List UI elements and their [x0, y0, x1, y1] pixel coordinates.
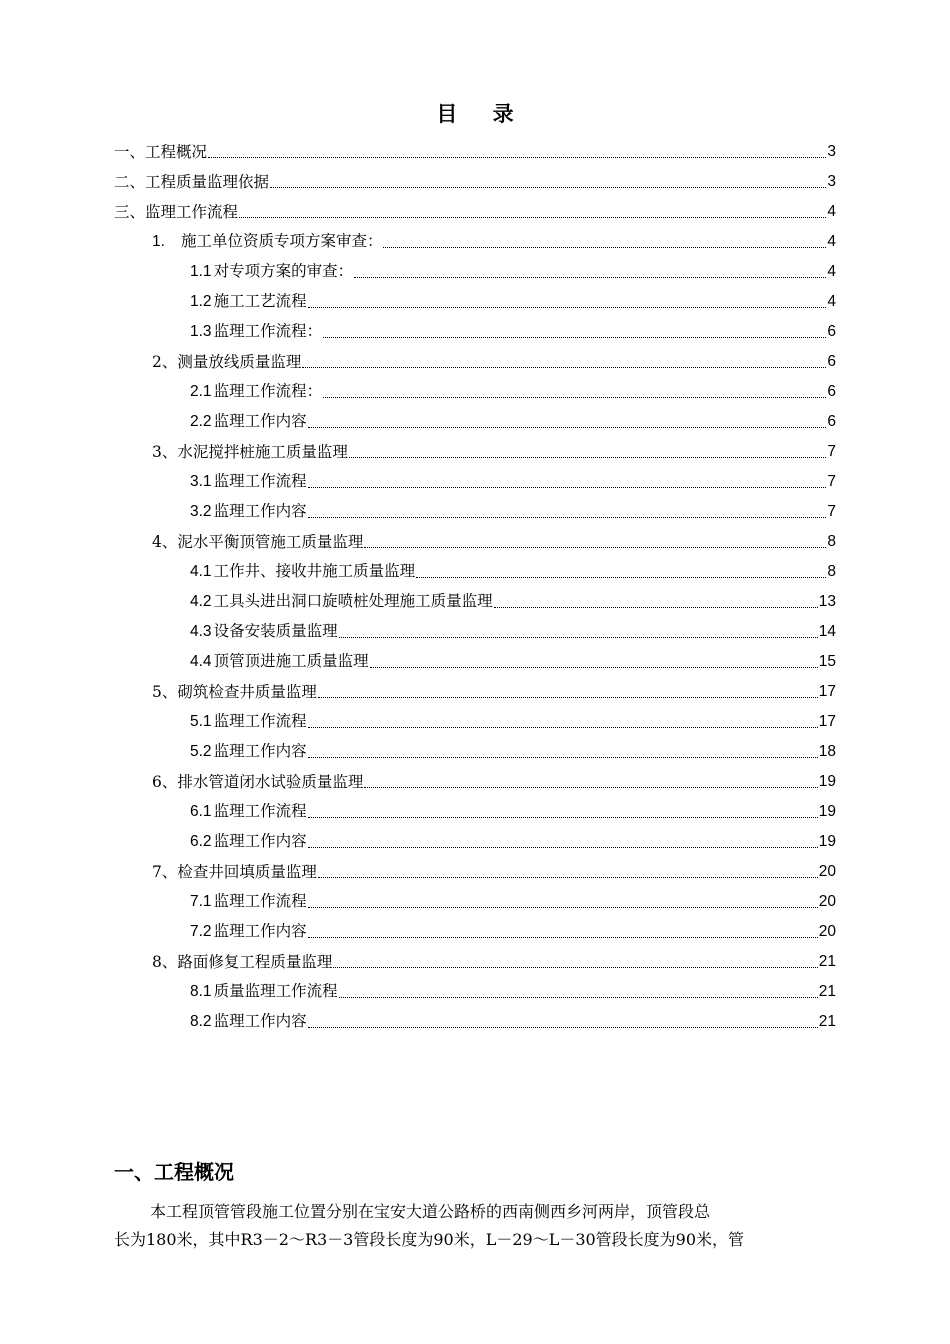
- toc-page-number: 3: [827, 173, 836, 190]
- toc-dot-leader: [383, 247, 826, 248]
- toc-page-number: 20: [818, 923, 836, 940]
- toc-entry-label: [190, 620, 338, 643]
- toc-title: 目 录: [436, 101, 528, 126]
- toc-entry-label: [114, 141, 207, 163]
- toc-entry-number: 1.: [152, 233, 165, 250]
- toc-entry-label: [190, 380, 322, 403]
- toc-entry-text: 工具头进出洞口旋喷桩处理施工质量监理: [213, 592, 493, 610]
- toc-dot-leader: [308, 847, 818, 848]
- toc-entry-label: [190, 650, 369, 673]
- toc-entry-label: [152, 531, 363, 553]
- toc-entry-text: 监理工作流程: [213, 472, 307, 490]
- toc-entry-number: 7.2: [190, 923, 212, 940]
- toc-entry-text: 顶管顶进施工质量监理: [213, 652, 369, 670]
- toc-dot-leader: [308, 487, 827, 488]
- toc-entry-number: 3.2: [190, 503, 212, 520]
- toc-entry[interactable]: [190, 381, 836, 403]
- toc-entry-label: [152, 951, 332, 973]
- toc-entry-number: 4.3: [190, 623, 212, 640]
- toc-entry-label: [190, 560, 415, 583]
- toc-dot-leader: [308, 727, 818, 728]
- toc-page-number: 8: [827, 563, 836, 580]
- toc-dot-leader: [308, 817, 818, 818]
- toc-entry[interactable]: [190, 1011, 836, 1033]
- toc-entry-text: 监理工作内容: [213, 412, 307, 430]
- toc-entry-number: 2.1: [190, 383, 212, 400]
- toc-dot-leader: [239, 217, 826, 218]
- toc-entry-text: 对专项方案的审查：: [213, 262, 354, 280]
- toc-entry-text: 监理工作内容: [213, 1012, 307, 1030]
- toc-entry-label: [152, 681, 317, 703]
- section-heading-overview: 一、工程概况: [114, 1160, 234, 1184]
- toc-entry[interactable]: [152, 861, 836, 883]
- toc-entry-text: 监理工作流程: [213, 802, 307, 820]
- toc-entry[interactable]: [190, 921, 836, 943]
- toc-dot-leader: [494, 607, 818, 608]
- toc-page-number: 3: [827, 143, 836, 160]
- toc-dot-leader: [333, 967, 817, 968]
- toc-entry-number: 8.2: [190, 1013, 212, 1030]
- toc-entry-label: [190, 320, 322, 343]
- toc-entry[interactable]: [190, 321, 836, 343]
- toc-dot-leader: [308, 907, 818, 908]
- toc-entry-label: [190, 590, 493, 613]
- toc-page-number: 20: [818, 863, 836, 880]
- toc-dot-leader: [323, 397, 826, 398]
- toc-entry[interactable]: [190, 501, 836, 523]
- toc-page-number: 21: [818, 1013, 836, 1030]
- toc-entry-text: 监理工作流程：: [213, 322, 323, 340]
- toc-entry-number: 4.4: [190, 653, 212, 670]
- toc-entry[interactable]: [114, 171, 836, 193]
- body-text-line: 长为180米，其中R3－2～R3－3管段长度为90米，L－29～L－30管段长度为90米，管: [114, 1230, 745, 1249]
- toc-dot-leader: [416, 577, 826, 578]
- toc-dot-leader: [339, 637, 818, 638]
- toc-page-number: 15: [818, 653, 836, 670]
- toc-entry[interactable]: [190, 891, 836, 913]
- toc-entry[interactable]: [190, 291, 836, 313]
- toc-entry-label: [152, 861, 317, 883]
- toc-entry-label: [190, 830, 307, 853]
- toc-entry-label: [114, 201, 238, 223]
- toc-entry[interactable]: [114, 201, 836, 223]
- toc-entry[interactable]: [190, 591, 836, 613]
- toc-page-number: 19: [818, 803, 836, 820]
- toc-entry-text: 施工工艺流程: [213, 292, 307, 310]
- toc-entry-text: 监理工作内容: [213, 502, 307, 520]
- toc-dot-leader: [308, 937, 818, 938]
- toc-page-number: 18: [818, 743, 836, 760]
- toc-entry-text: 4、泥水平衡顶管施工质量监理: [152, 533, 364, 551]
- toc-dot-leader: [308, 517, 827, 518]
- toc-page-number: 21: [818, 983, 836, 1000]
- toc-dot-leader: [308, 1027, 818, 1028]
- body-text-line: 本工程顶管管段施工位置分别在宝安大道公路桥的西南侧西乡河两岸，顶管段总: [150, 1202, 711, 1221]
- toc-entry-text: 监理工作内容: [213, 832, 307, 850]
- toc-entry-label: [190, 260, 353, 283]
- toc-entry[interactable]: [190, 261, 836, 283]
- toc-entry-label: [190, 710, 307, 733]
- toc-entry-number: 8.1: [190, 983, 212, 1000]
- toc-entry-number: 7.1: [190, 893, 212, 910]
- toc-entry-label: [190, 920, 307, 943]
- toc-page-number: 4: [827, 233, 836, 250]
- toc-entry[interactable]: [114, 141, 836, 163]
- toc-page-number: 7: [827, 443, 836, 460]
- toc-page-number: 14: [818, 623, 836, 640]
- toc-entry-label: [190, 410, 307, 433]
- toc-dot-leader: [370, 667, 818, 668]
- toc-entry-label: [152, 351, 301, 373]
- toc-entry[interactable]: [190, 651, 836, 673]
- toc-entry-label: [190, 1010, 307, 1033]
- toc-entry-number: 6.1: [190, 803, 212, 820]
- toc-entry-label: [152, 230, 382, 253]
- toc-dot-leader: [354, 277, 826, 278]
- toc-page-number: 6: [827, 383, 836, 400]
- toc-entry-number: 1.1: [190, 263, 212, 280]
- toc-entry[interactable]: [152, 231, 836, 253]
- toc-page-number: 19: [818, 833, 836, 850]
- toc-entry-number: 4.2: [190, 593, 212, 610]
- toc-dot-leader: [318, 697, 818, 698]
- toc-entry-label: [152, 771, 363, 793]
- toc-entry-text: 设备安装质量监理: [213, 622, 338, 640]
- toc-entry-text: 一、工程概况: [114, 143, 208, 161]
- toc-entry[interactable]: [190, 411, 836, 433]
- toc-entry-number: 1.3: [190, 323, 212, 340]
- toc-page-number: 20: [818, 893, 836, 910]
- toc-entry-text: 6、排水管道闭水试验质量监理: [152, 773, 364, 791]
- toc-entry[interactable]: [190, 801, 836, 823]
- toc-entry[interactable]: [190, 621, 836, 643]
- toc-entry[interactable]: [152, 351, 836, 373]
- toc-page-number: 17: [818, 683, 836, 700]
- toc-dot-leader: [339, 997, 818, 998]
- toc-entry[interactable]: [190, 711, 836, 733]
- toc-entry[interactable]: [152, 681, 836, 703]
- toc-dot-leader: [308, 427, 827, 428]
- toc-dot-leader: [318, 877, 818, 878]
- toc-entry-text: 8、路面修复工程质量监理: [152, 953, 333, 971]
- toc-page-number: 6: [827, 353, 836, 370]
- toc-entry[interactable]: [152, 771, 836, 793]
- toc-dot-leader: [349, 457, 827, 458]
- toc-entry-number: 4.1: [190, 563, 212, 580]
- toc-entry-text: 7、检查井回填质量监理: [152, 863, 317, 881]
- toc-page-number: 6: [827, 413, 836, 430]
- toc-dot-leader: [308, 757, 818, 758]
- toc-entry-text: 三、监理工作流程: [114, 203, 239, 221]
- toc-page-number: 6: [827, 323, 836, 340]
- toc-page-number: 8: [827, 533, 836, 550]
- toc-page-number: 7: [827, 473, 836, 490]
- toc-dot-leader: [308, 307, 827, 308]
- toc-page-number: 17: [818, 713, 836, 730]
- toc-dot-leader: [270, 187, 826, 188]
- toc-entry-label: [190, 980, 338, 1003]
- toc-entry-text: 5、砌筑检查井质量监理: [152, 683, 317, 701]
- toc-entry-label: [190, 800, 307, 823]
- toc-dot-leader: [364, 547, 826, 548]
- toc-page-number: 19: [818, 773, 836, 790]
- toc-entry-number: 5.1: [190, 713, 212, 730]
- toc-dot-leader: [302, 367, 826, 368]
- toc-entry-text: 监理工作内容: [213, 742, 307, 760]
- toc-entry-label: [152, 441, 348, 463]
- toc-entry[interactable]: [152, 441, 836, 463]
- toc-entry-text: 2、测量放线质量监理: [152, 353, 302, 371]
- toc-entry-label: [190, 500, 307, 523]
- toc-entry-label: [114, 171, 269, 193]
- toc-entry-number: 1.2: [190, 293, 212, 310]
- toc-entry-number: 3.1: [190, 473, 212, 490]
- toc-entry-text: 监理工作流程：: [213, 382, 323, 400]
- toc-entry-label: [190, 290, 307, 313]
- toc-entry[interactable]: [190, 831, 836, 853]
- toc-entry-text: 施工单位资质专项方案审查：: [180, 232, 383, 250]
- toc-entry-text: 质量监理工作流程: [213, 982, 338, 1000]
- toc-entry-label: [190, 740, 307, 763]
- toc-page-number: 7: [827, 503, 836, 520]
- toc-entry-text: 二、工程质量监理依据: [114, 173, 270, 191]
- toc-entry-label: [190, 470, 307, 493]
- toc-entry-number: 2.2: [190, 413, 212, 430]
- toc-dot-leader: [208, 157, 826, 158]
- toc-entry[interactable]: [190, 471, 836, 493]
- toc-entry-text: 工作井、接收井施工质量监理: [213, 562, 416, 580]
- toc-entry-label: [190, 890, 307, 913]
- toc-entry-text: 3、水泥搅拌桩施工质量监理: [152, 443, 348, 461]
- toc-entry[interactable]: [152, 531, 836, 553]
- toc-entry-text: 监理工作内容: [213, 922, 307, 940]
- toc-dot-leader: [323, 337, 826, 338]
- toc-entry-text: 监理工作流程: [213, 712, 307, 730]
- toc-entry[interactable]: [190, 981, 836, 1003]
- toc-entry-number: 5.2: [190, 743, 212, 760]
- toc-page-number: 4: [827, 203, 836, 220]
- toc-entry[interactable]: [190, 561, 836, 583]
- toc-page-number: 4: [827, 293, 836, 310]
- toc-dot-leader: [364, 787, 817, 788]
- toc-entry-text: 监理工作流程: [213, 892, 307, 910]
- toc-page-number: 21: [818, 953, 836, 970]
- toc-entry-number: 6.2: [190, 833, 212, 850]
- toc-entry[interactable]: [152, 951, 836, 973]
- toc-page-number: 13: [818, 593, 836, 610]
- toc-entry[interactable]: [190, 741, 836, 763]
- toc-page-number: 4: [827, 263, 836, 280]
